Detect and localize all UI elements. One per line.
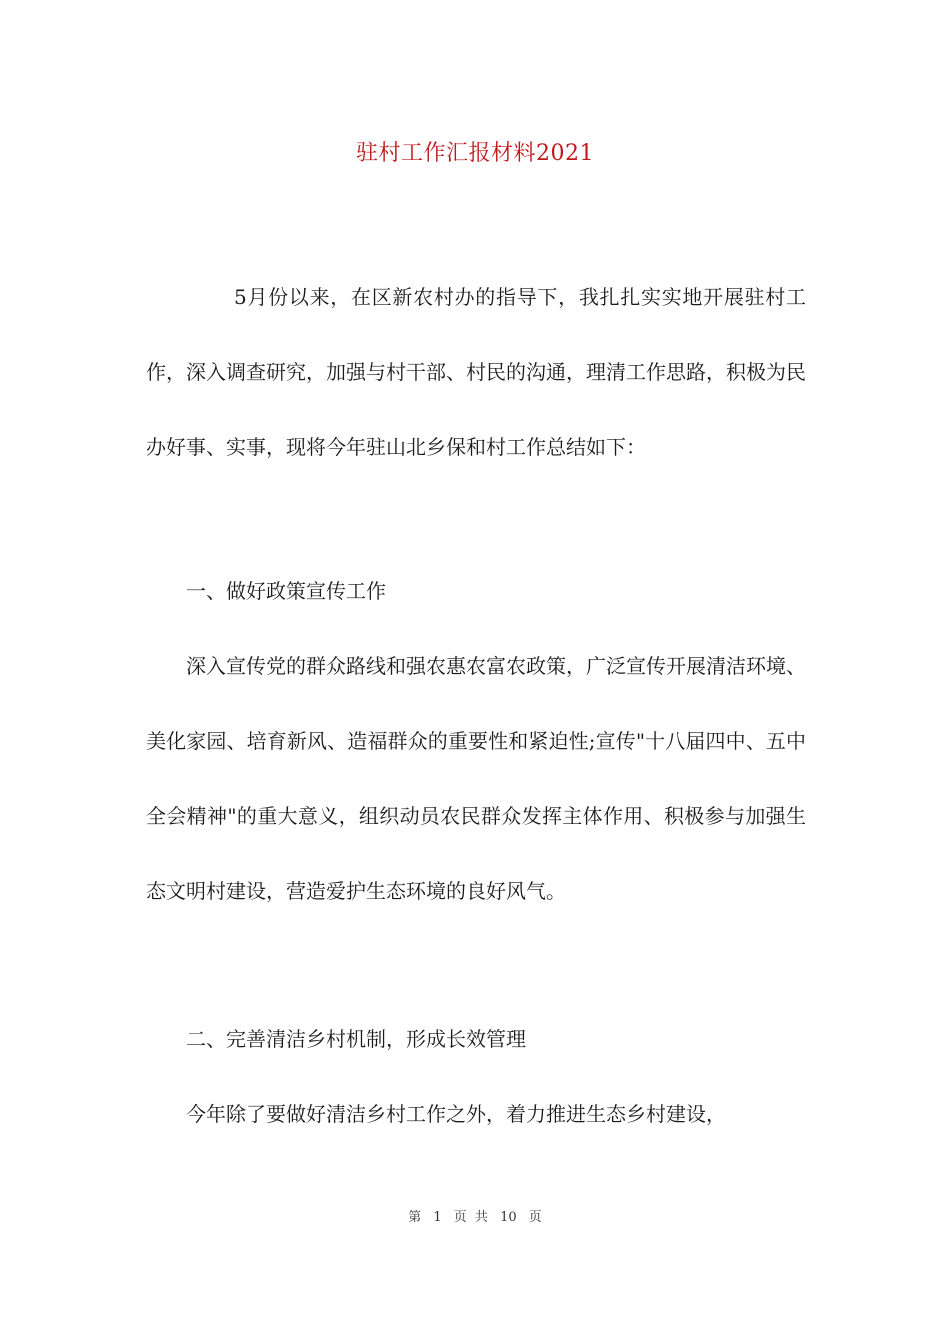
page-title: 驻村工作汇报材料2021	[356, 141, 594, 166]
footer-total-pages: 10	[500, 1210, 517, 1225]
footer-middle: 页 共	[453, 1210, 488, 1225]
page-footer	[0, 1209, 950, 1227]
section-heading-1: 一、做好政策宣传工作	[186, 579, 386, 603]
footer-suffix: 页	[528, 1210, 542, 1225]
section-heading-2: 二、完善清洁乡村机制，形成长效管理	[186, 1027, 526, 1051]
paragraph-intro: 5月份以来，在区新农村办的指导下，我扎扎实实地开展驻村工作，深入调查研究，加强与村干部、村民的沟通，理清工作思路，积极为民办好事、实事，现将今年驻山北乡保和村工作总结如下：	[146, 285, 806, 459]
paragraph-section-1: 深入宣传党的群众路线和强农惠农富农政策，广泛宣传开展清洁环境、美化家园、培育新风、造福群众的重要性和紧迫性;宣传"十八届四中、五中全会精神"的重大意义，组织动员农民群众发挥主体作用、积极参与加强生态文明村建设，营造爱护生态环境的良好风气。	[146, 654, 806, 903]
footer-current-page: 1	[433, 1210, 442, 1225]
paragraph-section-2: 今年除了要做好清洁乡村工作之外，着力推进生态乡村建设，	[186, 1102, 726, 1126]
footer-prefix: 第	[408, 1210, 422, 1225]
